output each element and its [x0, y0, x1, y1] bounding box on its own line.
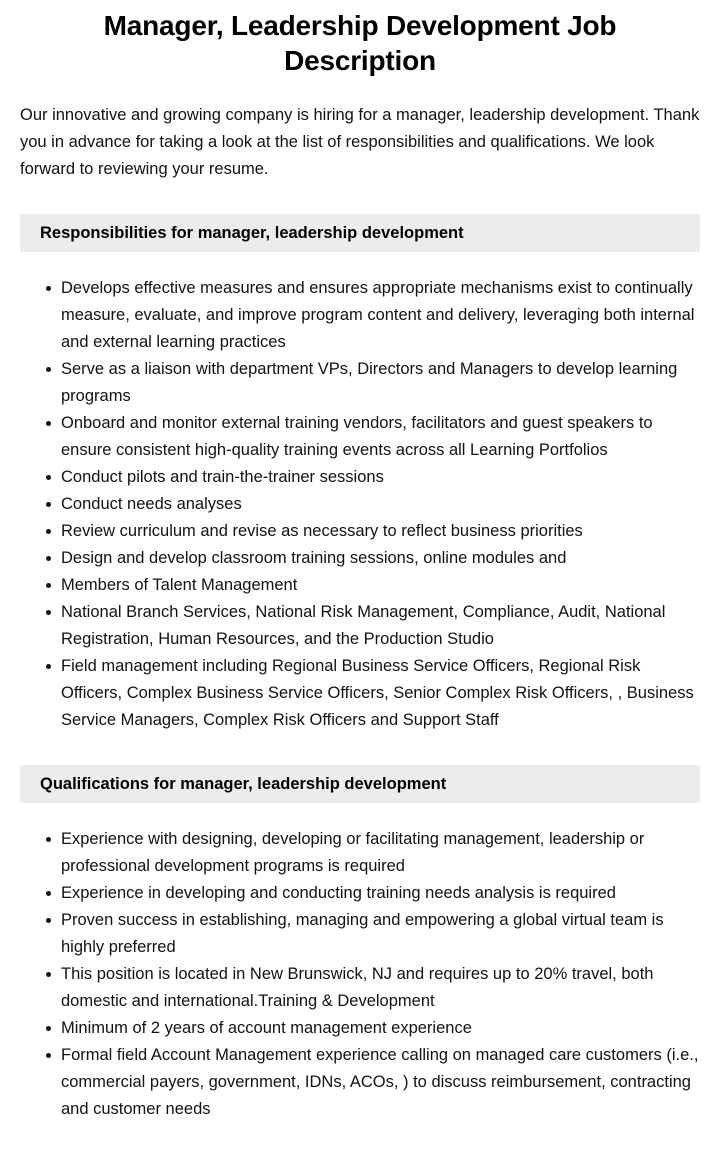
list-item: Minimum of 2 years of account management experience [45, 1015, 700, 1042]
list-item: Field management including Regional Business Service Officers, Regional Risk Officers, Complex Business Service Officers, Senior Complex Risk Officers, , Business Service Managers, Complex Risk Officers and Support Staff [45, 653, 700, 734]
qualifications-list [20, 826, 700, 1123]
responsibilities-list [20, 275, 700, 734]
intro-paragraph: Our innovative and growing company is hiring for a manager, leadership development. Thank you in advance for taking a look at the list of responsibilities and qualifications. We look forward to reviewing your resume. [20, 106, 700, 178]
list-item: Experience in developing and conducting training needs analysis is required [45, 880, 700, 907]
list-item: Formal field Account Management experience calling on managed care customers (i.e., commercial payers, government, IDNs, ACOs, ) to discuss reimbursement, contracting and customer needs [45, 1042, 700, 1123]
list-item: Design and develop classroom training sessions, online modules and [45, 545, 700, 572]
list-item: Proven success in establishing, managing and empowering a global virtual team is highly preferred [45, 907, 700, 961]
list-item: Onboard and monitor external training vendors, facilitators and guest speakers to ensure consistent high-quality training events across all Learning Portfolios [45, 410, 700, 464]
page-title: Manager, Leadership Development Job Description [103, 10, 617, 76]
list-item: Conduct needs analyses [45, 491, 700, 518]
list-item: Conduct pilots and train-the-trainer sessions [45, 464, 700, 491]
list-item: Review curriculum and revise as necessary to reflect business priorities [45, 518, 700, 545]
list-item: National Branch Services, National Risk Management, Compliance, Audit, National Registration, Human Resources, and the Production Studio [45, 599, 700, 653]
qualifications-section-heading: Qualifications for manager, leadership development [20, 765, 700, 803]
list-item: Members of Talent Management [45, 572, 700, 599]
list-item: This position is located in New Brunswick, NJ and requires up to 20% travel, both domestic and international.Training & Development [45, 961, 700, 1015]
list-item: Serve as a liaison with department VPs, Directors and Managers to develop learning programs [45, 356, 700, 410]
list-item: Develops effective measures and ensures appropriate mechanisms exist to continually measure, evaluate, and improve program content and delivery, leveraging both internal and external learning practices [45, 275, 700, 356]
responsibilities-section-heading: Responsibilities for manager, leadership development [20, 214, 700, 252]
list-item: Experience with designing, developing or facilitating management, leadership or professional development programs is required [45, 826, 700, 880]
